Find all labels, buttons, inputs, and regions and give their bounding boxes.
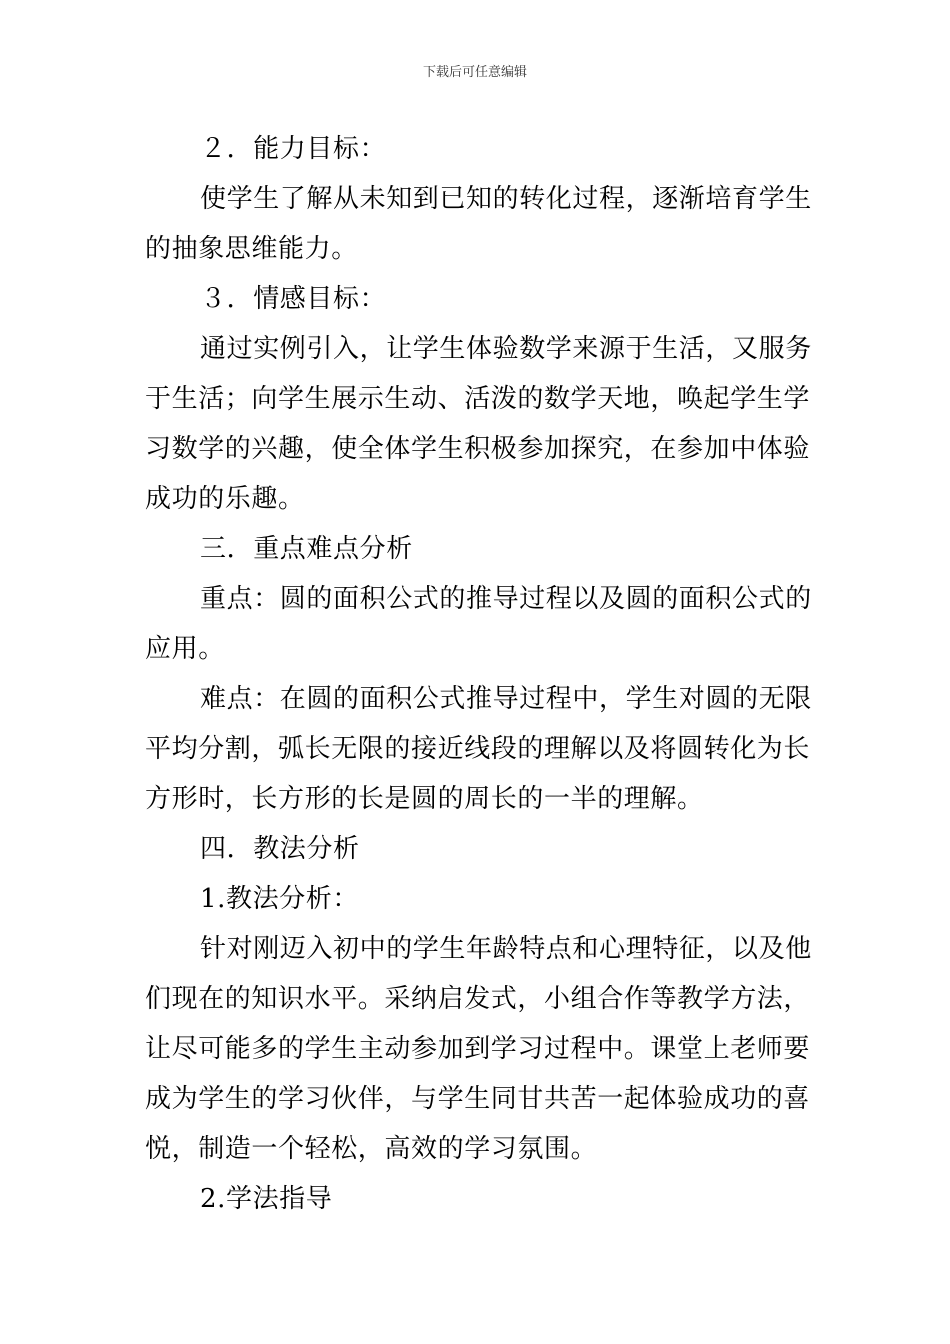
paragraph-line: 重点：圆的面积公式的推导过程以及圆的面积公式的: [200, 584, 812, 614]
paragraph-line: 针对刚迈入初中的学生年龄特点和心理特征，以及他: [200, 934, 812, 964]
document-body: [145, 124, 817, 1224]
paragraph-line: 让尽可能多的学生主动参加到学习过程中。课堂上老师要: [145, 1034, 811, 1064]
paragraph-line: 难点：在圆的面积公式推导过程中，学生对圆的无限: [200, 684, 812, 714]
paragraph-line: 成为学生的学习伙伴，与学生同甘共苦一起体验成功的喜: [145, 1084, 811, 1114]
section-heading-key-points: 三．重点难点分析: [200, 534, 413, 564]
paragraph-line: 习数学的兴趣，使全体学生积极参加探究，在参加中体验: [145, 434, 811, 464]
paragraph-line: 平均分割，弧长无限的接近线段的理解以及将圆转化为长: [145, 734, 811, 764]
paragraph-line: 于生活；向学生展示生动、活泼的数学天地，唤起学生学: [145, 384, 811, 414]
paragraph-line: 的抽象思维能力。: [145, 234, 358, 264]
paragraph-line: 通过实例引入，让学生体验数学来源于生活，又服务: [200, 334, 812, 364]
paragraph-line: 们现在的知识水平。采纳启发式，小组合作等教学方法，: [145, 984, 811, 1014]
section-heading-teaching-method: 四．教法分析: [200, 834, 360, 864]
paragraph-line: 成功的乐趣。: [145, 484, 305, 514]
paragraph-line: 使学生了解从未知到已知的转化过程，逐渐培育学生: [200, 184, 812, 214]
subsection-heading-teaching-analysis: 1.教法分析：: [200, 884, 360, 914]
subsection-heading-study-guide: 2.学法指导: [200, 1184, 333, 1214]
paragraph-line: 方形时，长方形的长是圆的周长的一半的理解。: [145, 784, 704, 814]
paragraph-line: 应用。: [145, 634, 225, 664]
page-header: 下载后可任意编辑: [422, 65, 527, 80]
subsection-heading-emotion-goal: ３．情感目标：: [200, 284, 387, 314]
paragraph-line: 悦，制造一个轻松，高效的学习氛围。: [145, 1134, 598, 1164]
subsection-heading-ability-goal: ２．能力目标：: [200, 134, 387, 164]
